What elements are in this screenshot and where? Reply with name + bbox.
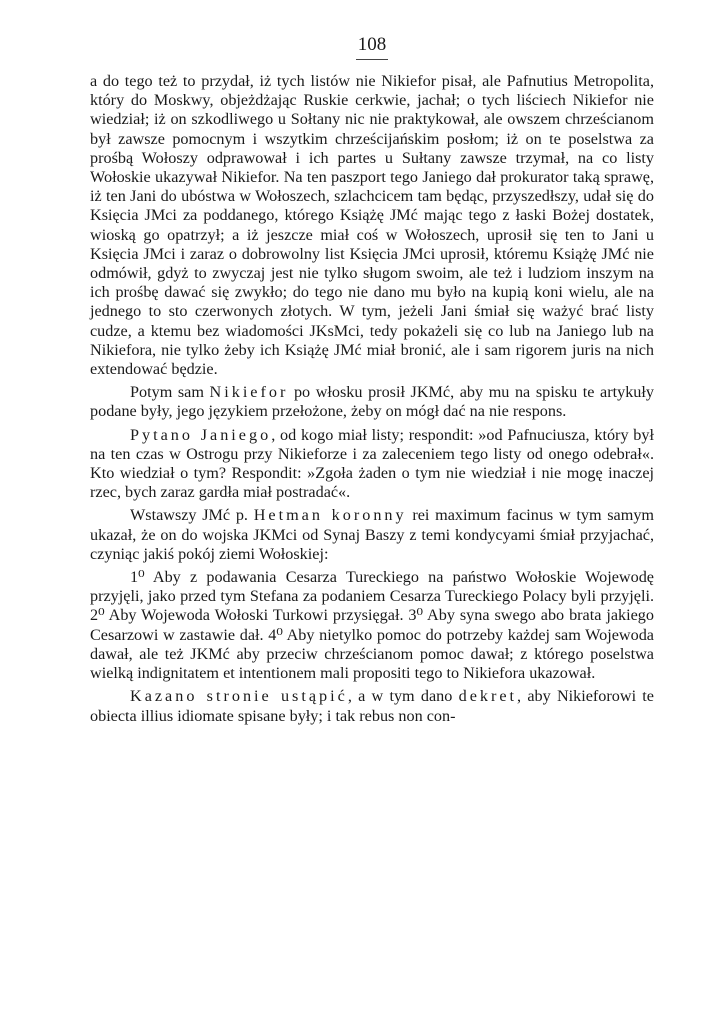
paragraph-5: 1⁰ Aby z podawania Cesarza Tureckiego na państwo Wołoskie Wojewodę przyjęli, jako przed tym Stefana za podaniem Cesarza Tureckiego Polacy byli przyjęli. 2⁰ Aby Wojewoda Wołoski Turkowi przysięgał. 3⁰ Aby syna swego abo brata jakiego Cesarzowi w zastawie dał. 4⁰ Aby nietylko pomoc do potrzeby każdej sam Wojewoda dawał, ale też JKMć aby przeciw chrześcianom pomoc dawał; z którego poselstwa wielką indignitatem et intentionem mali propositi tego to Nikiefora ukazował.: [90, 568, 654, 683]
paragraph-4: [90, 506, 654, 564]
body-text: [90, 72, 654, 726]
text-run: po włosku prosił JKMć, aby mu na spisku te artykuły podane były, jego językiem przełożone, żeby on mógł dać na nie respons.: [90, 383, 654, 421]
text-run: Wstawszy JMć p.: [130, 506, 254, 525]
spaced-word: dekret: [458, 687, 518, 706]
spaced-name: Nikiefor: [209, 383, 289, 402]
spaced-phrase: Pytano Janiego: [130, 425, 272, 444]
text-run: , aby Nikieforowi te obiecta illius idiomate spisane były; i tak rebus non con-: [90, 687, 654, 725]
text-run: , od kogo miał listy; respondit: »od Pafnuciusza, który był na ten czas w Ostrogu przy Nikieforze i za zaleceniem tego listy od onego odebrał«. Kto wiedział o tym? Respondit: »Zgoła żaden o tym nie wiedział i nie mogę inaczej rzec, bych zaraz gardła miał postradać«.: [90, 425, 654, 502]
paragraph-1: a do tego też to przydał, iż tych listów nie Nikiefor pisał, ale Pafnutius Metropolita, który do Moskwy, objeżdżając Ruskie cerkwie, jachał; o tych liściech Nikiefor nie wiedział; iż on szkodliwego u Sołtany nic nie praktykował, ale owszem chrześcianom był zawsze pomocnym i wszytkim chrześcijańskim posłom; iż on te poselstwa za prośbą Wołoszy odprawował i ich partes u Sułtany zawsze trzymał, na co listy Wołoskie ukazywał Nikiefor. Na ten paszport tego Janiego dał prokurator taką sprawę, iż ten Jani do ubóstwa w Wołoszech, szlachcicem tam będąc, przyszedłszy, udał się do Księcia JMci za poddanego, którego Książę JMć mając tego z łaski Bożej dostatek, wioską go opatrzył; a iż jeszcze miał coś w Wołoszech, uprosił się ten to Jani u Księcia JMci i zaraz o dobrowolny list Księcia JMci uprosił, któremu Książę JMć nie odmówił, gdyż to zwyczaj jest nie tylko sługom swoim, ale też i ludziom inszym na ich prośbę dawać się zwykło; do tego nie dano mu było na kupią koni wielu, ale na jednego to sto czerwonych złotych. W tym, jeżeli Jani śmiał się ważyć brać listy cudze, a ktemu bez wiadomości JKsMci, tedy pokażeli się co lub na Janiego lub na Nikiefora, nie tylko żeby ich Książę JMć miał bronić, ale i sam rigorem juris na nich extendować będzie.: [90, 72, 654, 379]
text-run: rei maximum facinus w tym samym ukazał, że on do wojska JKMci od Synaj Baszy z temi kondycyami śmiał przyjachać, czyniąc jakiś pokój ziemi Wołoskiej:: [90, 506, 655, 563]
text-run: , a w tym dano: [347, 687, 459, 706]
page-number: [90, 34, 654, 60]
page-number-text: 108: [356, 34, 389, 60]
paragraph-2: [90, 383, 654, 421]
paragraph-3: [90, 426, 654, 503]
spaced-title: Hetman koronny: [253, 506, 407, 525]
text-run: Potym sam: [130, 383, 210, 402]
spaced-phrase: Kazano stronie ustąpić: [130, 687, 348, 706]
paragraph-6: [90, 687, 654, 725]
